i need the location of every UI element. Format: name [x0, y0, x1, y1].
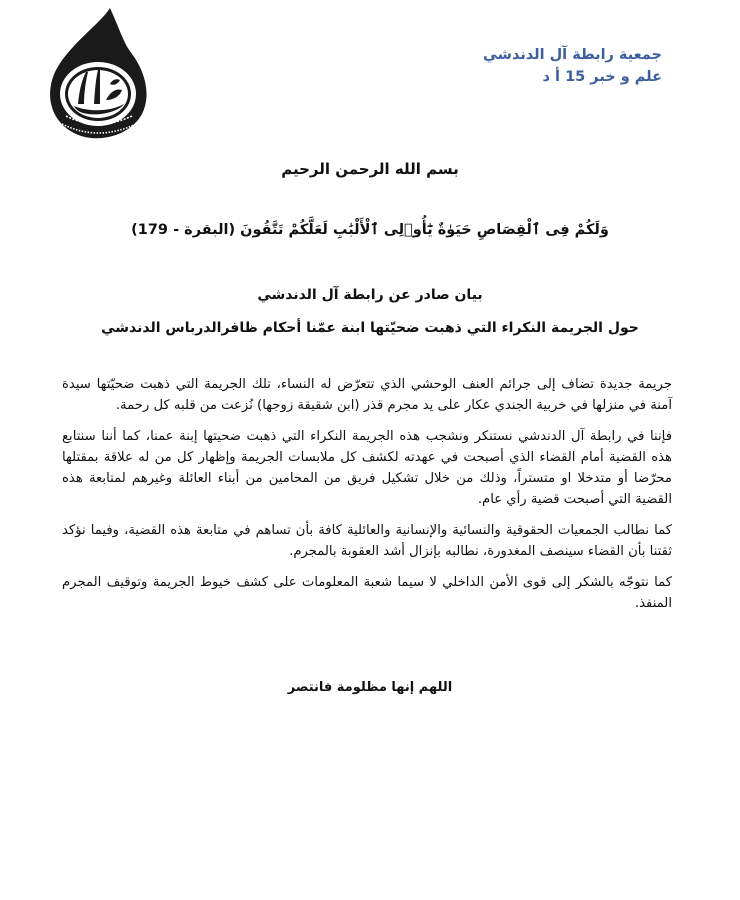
- association-emblem-logo-icon: [40, 4, 152, 142]
- statement-body: [62, 374, 672, 624]
- closing-prayer: اللهم إنها مظلومة فانتصر: [287, 680, 453, 695]
- paragraph: جريمة جديدة تضاف إلى جرائم العنف الوحشي الذي تتعرّض له النساء، تلك الجريمة التي ذهبت ضحيّتها سيدة آمنة في منزلها في خربية الجندي عكار على يد مجرم قذر (ابن شقيقة زوجها) نُزعت من قلبه كل رحمة.: [62, 377, 672, 413]
- statement-subtitle: حول الجريمة النكراء التي ذهبت ضحيّتها ابنة عمّنا أحكام ظافرالدرباس الدندشي: [101, 320, 639, 336]
- paragraph: كما نتوجّه بالشكر إلى قوى الأمن الداخلي لا سيما شعبة المعلومات على كشف خيوط الجريمة وتوقيف المجرم المنفذ.: [62, 575, 672, 611]
- organization-header: [483, 44, 662, 88]
- basmala-heading: بسم الله الرحمن الرحيم: [281, 160, 459, 178]
- paragraph: كما نطالب الجمعيات الحقوقية والنسائية والإنسانية والعائلية كافة بأن تساهم في متابعة هذه القضية، وفيما نؤكد ثقتنا بأن القضاء سينصف المغدورة، نطالبه بإنزال أشد العقوبة بالمجرم.: [62, 523, 672, 559]
- organization-name: جمعية رابطة آل الدندشي: [483, 47, 662, 63]
- quran-verse: وَلَكُمْ فِى ٱلْقِصَاصِ حَيَوٰةٌ يَٰٓأُو۟لِى ٱلْأَلْبَٰبِ لَعَلَّكُمْ تَتَّقُونَ (البقرة - 179): [131, 222, 609, 238]
- statement-title: بيان صادر عن رابطة آل الدندشي: [257, 287, 483, 303]
- paragraph: فإننا في رابطة آل الدندشي نستنكر ونشجب هذه الجريمة النكراء التي ذهبت ضحيتها إبنة عمنا، كما أننا سنتابع هذه القضية أمام القضاء الذي أصبحت في عهدته لكشف كل ملابسات الجريمة وإظهار كل من له علاقة بمقتلها محرّضا أو متدخلا او متستراً، وذلك من خلال تشكيل فريق من المحامين من أبناء العائلة وغيرهم لمتابعة هذه القضية التي أصبحت قضية رأي عام.: [62, 429, 672, 507]
- license-number: علم و خبر 15 أ د: [542, 69, 662, 85]
